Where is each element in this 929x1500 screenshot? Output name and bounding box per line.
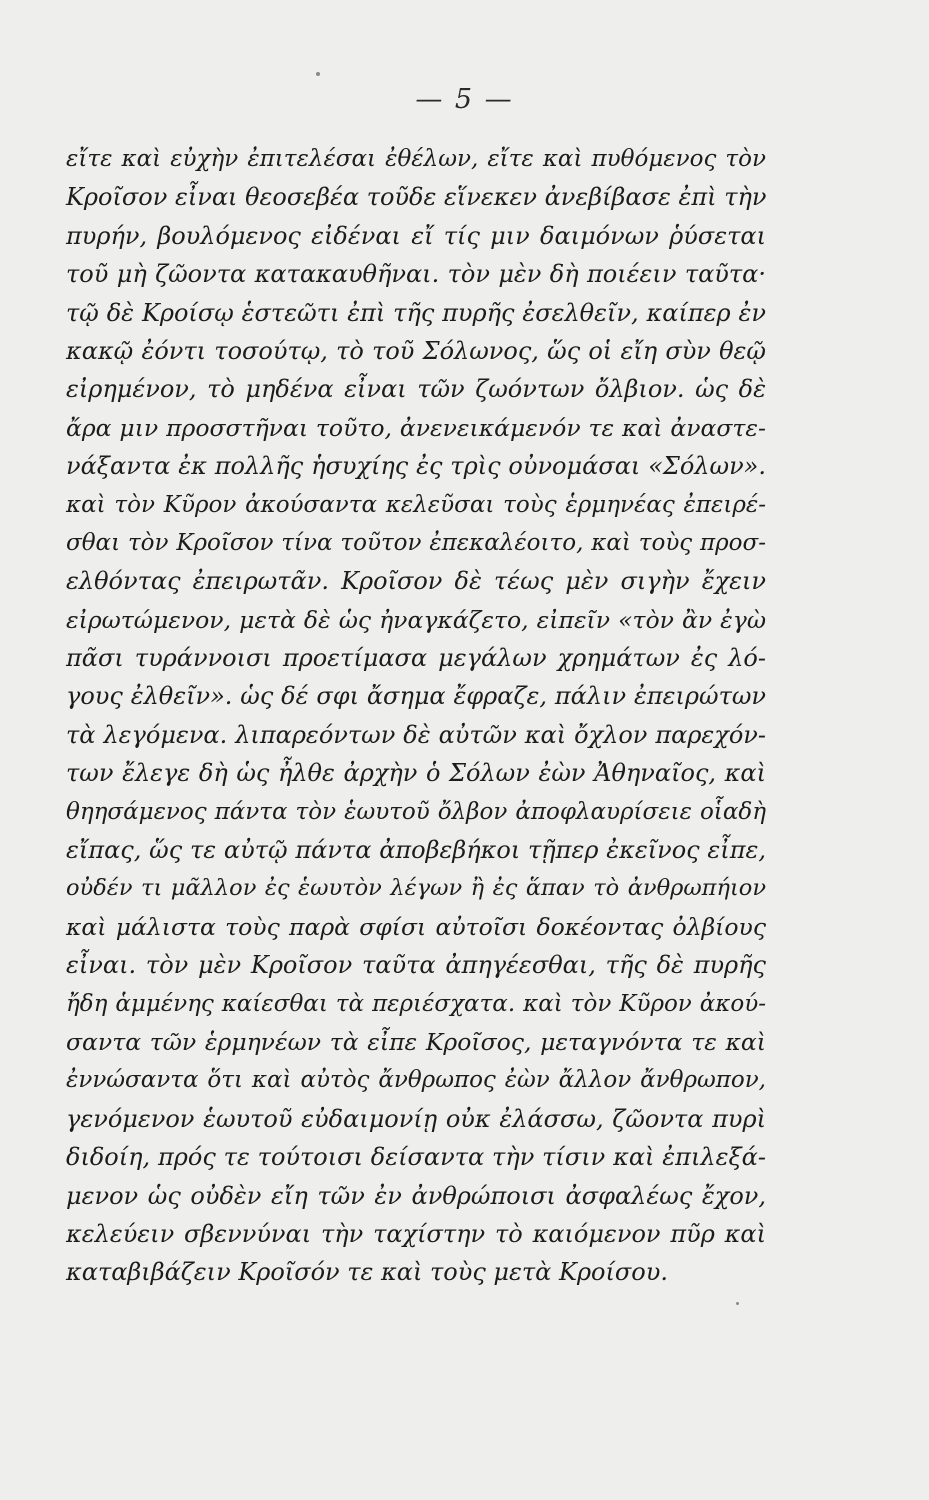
paper-speck — [736, 1302, 739, 1305]
text-line: καταβιβάζειν Κροῖσόν τε καὶ τοὺς μετὰ Κροίσου. — [66, 1258, 668, 1287]
text-line: καὶ μάλιστα τοὺς παρὰ σφίσι αὐτοῖσι δοκέοντας ὀλβίους — [66, 912, 766, 941]
text-line: νάξαντα ἐκ πολλῆς ἡσυχίης ἐς τρὶς οὐνομάσαι «Σόλων». — [66, 452, 766, 481]
text-line: σαντα τῶν ἑρμηνέων τὰ εἶπε Κροῖσος, μεταγνόντα τε καὶ — [66, 1027, 766, 1056]
text-line: ἄρα μιν προσστῆναι τοῦτο, ἀνενεικάμενόν τε καὶ ἀναστε- — [66, 413, 766, 442]
text-line: ελθόντας ἐπειρωτᾶν. Κροῖσον δὲ τέως μὲν σιγὴν ἔχειν — [66, 567, 766, 596]
text-line: διδοίη, πρός τε τούτοισι δείσαντα τὴν τίσιν καὶ ἐπιλεξά- — [66, 1143, 766, 1172]
text-line: τῷ δὲ Κροίσῳ ἑστεῶτι ἐπὶ τῆς πυρῆς ἐσελθεῖν, καίπερ ἐν — [66, 298, 766, 327]
text-line: θηησάμενος πάντα τὸν ἑωυτοῦ ὄλβον ἀποφλαυρίσειε οἷαδὴ — [66, 798, 766, 825]
text-line: μενον ὡς οὐδὲν εἴη τῶν ἐν ἀνθρώποισι ἀσφαλέως ἔχον, — [66, 1181, 766, 1210]
body-text — [66, 140, 766, 1292]
text-line: ἐννώσαντα ὅτι καὶ αὐτὸς ἄνθρωπος ἐὼν ἄλλον ἄνθρωπον, — [66, 1067, 766, 1094]
text-line: κακῷ ἐόντι τοσούτῳ, τὸ τοῦ Σόλωνος, ὥς οἱ εἴη σὺν θεῷ — [66, 336, 766, 365]
text-line: Κροῖσον εἶναι θεοσεβέα τοῦδε εἵνεκεν ἀνεβίβασε ἐπὶ τὴν — [66, 183, 767, 212]
text-line: πᾶσι τυράννοισι προετίμασα μεγάλων χρημάτων ἐς λό- — [66, 644, 766, 673]
paper-speck — [316, 72, 320, 76]
text-line: καὶ τὸν Κῦρον ἀκούσαντα κελεῦσαι τοὺς ἑρμηνέας ἐπειρέ- — [66, 491, 766, 518]
text-line: εἴπας, ὥς τε αὐτῷ πάντα ἀποβεβήκοι τῇπερ ἐκεῖνος εἶπε, — [66, 836, 766, 865]
text-line: των ἔλεγε δὴ ὡς ἦλθε ἀρχὴν ὁ Σόλων ἐὼν Ἀθηναῖος, καὶ — [66, 759, 766, 788]
text-line: πυρήν, βουλόμενος εἰδέναι εἴ τίς μιν δαιμόνων ῥύσεται — [66, 221, 766, 250]
text-line: γενόμενον ἑωυτοῦ εὐδαιμονίῃ οὐκ ἐλάσσω, ζῶοντα πυρὶ — [66, 1104, 766, 1133]
text-line: εἶναι. τὸν μὲν Κροῖσον ταῦτα ἀπηγέεσθαι, τῆς δὲ πυρῆς — [66, 951, 766, 980]
text-line: τὰ λεγόμενα. λιπαρεόντων δὲ αὐτῶν καὶ ὄχλον παρεχόν- — [66, 720, 766, 749]
text-line: κελεύειν σβεννύναι τὴν ταχίστην τὸ καιόμενον πῦρ καὶ — [66, 1219, 766, 1248]
text-line: γους ἐλθεῖν». ὡς δέ σφι ἄσημα ἔφραζε, πάλιν ἐπειρώτων — [66, 682, 766, 711]
text-line: εἰρημένον, τὸ μηδένα εἶναι τῶν ζωόντων ὄλβιον. ὡς δὲ — [66, 375, 766, 404]
text-line: εἰρωτώμενον, μετὰ δὲ ὡς ἠναγκάζετο, εἰπεῖν «τὸν ἂν ἐγὼ — [66, 605, 766, 634]
text-line: ἤδη ἁμμένης καίεσθαι τὰ περιέσχατα. καὶ τὸν Κῦρον ἀκού- — [66, 990, 766, 1017]
text-line: τοῦ μὴ ζῶοντα κατακαυθῆναι. τὸν μὲν δὴ ποιέειν ταῦτα· — [66, 260, 766, 289]
text-line: εἴτε καὶ εὐχὴν ἐπιτελέσαι ἐθέλων, εἴτε καὶ πυθόμενος τὸν — [66, 146, 766, 172]
text-line: σθαι τὸν Κροῖσον τίνα τοῦτον ἐπεκαλέοιτο, καὶ τοὺς προσ- — [66, 529, 766, 556]
page-number: — 5 — — [415, 84, 514, 115]
text-line: οὐδέν τι μᾶλλον ἐς ἑωυτὸν λέγων ἢ ἐς ἅπαν τὸ ἀνθρωπήιον — [66, 875, 766, 902]
